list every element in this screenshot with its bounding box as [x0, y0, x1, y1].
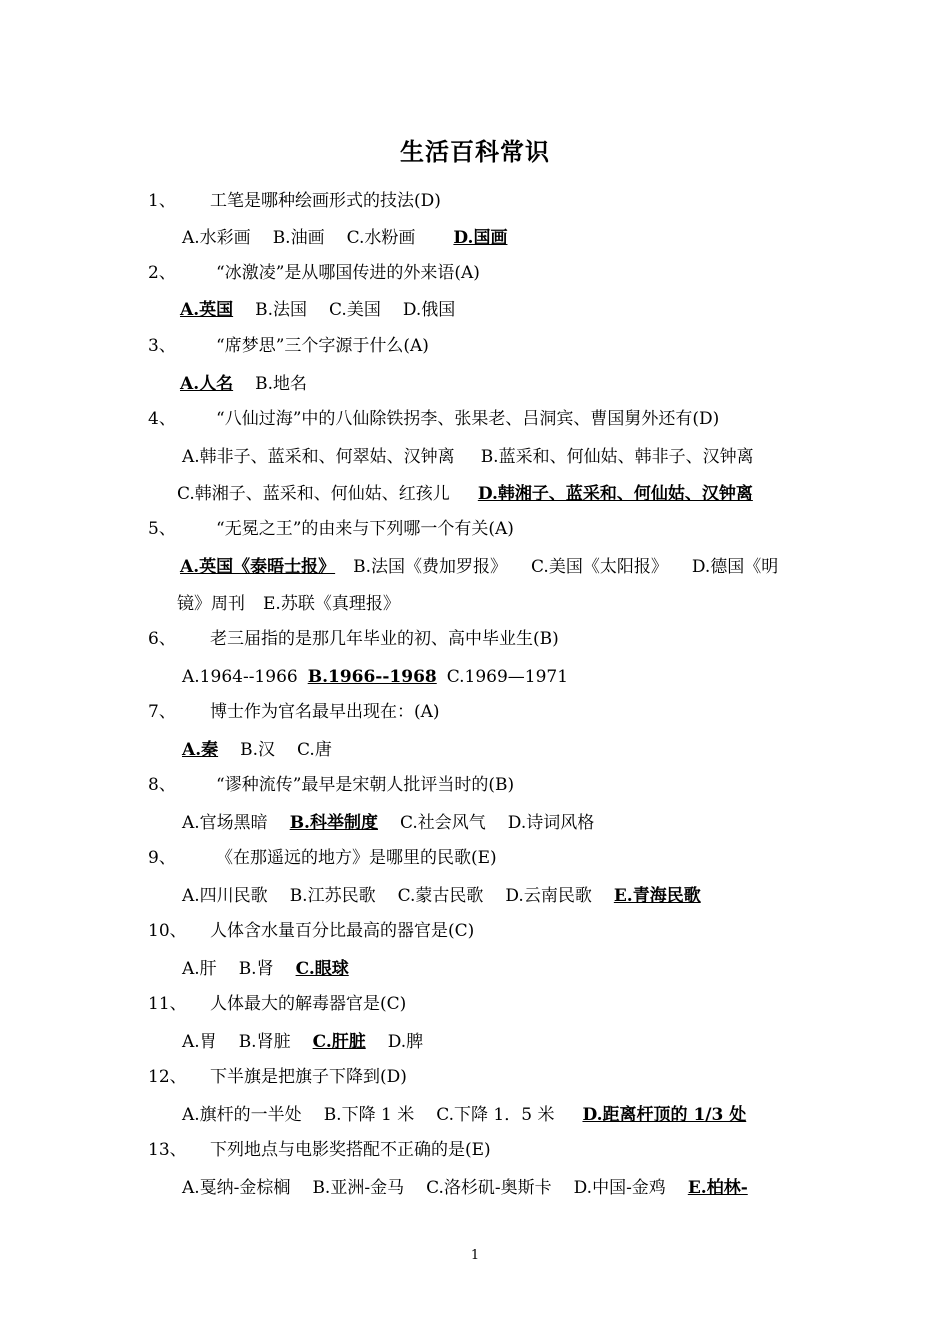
answer-option: A.人名: [180, 374, 234, 394]
page-number: 1: [470, 1248, 480, 1263]
question-text: 下列地点与电影奖搭配不正确的是(E): [210, 1140, 491, 1160]
question-4: [148, 407, 719, 431]
answer-option: D.距离杆顶的 1/3 处: [582, 1105, 747, 1125]
question-text: 老三届指的是那几年毕业的初、高中毕业生(B): [210, 629, 559, 649]
option: A.肝: [182, 959, 217, 979]
question-text: “无冕之王”的由来与下列哪一个有关(A): [216, 519, 514, 539]
question-6: [148, 627, 559, 651]
question-number: 12、: [148, 1067, 187, 1087]
answer-option: B.1966--1968: [307, 667, 437, 687]
option: A.胃: [182, 1032, 217, 1052]
question-5-options-row-2: [177, 592, 400, 616]
option: A.戛纳-金棕榈: [182, 1178, 291, 1198]
option: C.蒙古民歌: [397, 886, 484, 906]
option: D.德国《明: [691, 557, 779, 577]
option: B.肾脏: [238, 1032, 291, 1052]
option: B.汉: [240, 740, 276, 760]
question-text: “冰激凌”是从哪国传进的外来语(A): [216, 263, 480, 283]
document-title: 生活百科常识: [400, 137, 550, 166]
question-7: [148, 700, 440, 724]
question-4-options-row-1: [182, 445, 754, 469]
question-9: [148, 846, 497, 870]
question-text: 博士作为官名最早出现在：(A): [210, 702, 440, 722]
option: C.洛杉矶-奥斯卡: [426, 1178, 552, 1198]
question-9-options: [182, 884, 701, 908]
question-6-options: [182, 665, 568, 689]
question-3-options: [180, 372, 307, 396]
question-5: [148, 517, 514, 541]
question-1-options: [182, 226, 507, 250]
question-text: 下半旗是把旗子下降到(D): [210, 1067, 407, 1087]
question-2-options: [180, 298, 455, 322]
question-12: [148, 1065, 407, 1089]
option: D.中国-金鸡: [573, 1178, 666, 1198]
question-1: [148, 189, 441, 213]
question-number: 6、: [148, 629, 176, 649]
question-13-options: [182, 1176, 748, 1200]
question-number: 8、: [148, 775, 176, 795]
option: E.苏联《真理报》: [263, 594, 400, 614]
question-11: [148, 992, 406, 1016]
question-text: 人体最大的解毒器官是(C): [210, 994, 407, 1014]
question-number: 10、: [148, 921, 187, 941]
question-text: “八仙过海”中的八仙除铁拐李、张果老、吕洞宾、曹国舅外还有(D): [216, 409, 720, 429]
option: A.水彩画: [182, 228, 251, 248]
question-number: 4、: [148, 409, 176, 429]
question-number: 5、: [148, 519, 176, 539]
answer-option: C.肝脏: [312, 1032, 366, 1052]
option: B.油画: [272, 228, 325, 248]
answer-option: C.眼球: [295, 959, 349, 979]
option: C.韩湘子、蓝采和、何仙姑、红孩儿: [177, 484, 450, 504]
question-12-options: [182, 1103, 746, 1127]
option: A.旗杆的一半处: [182, 1105, 302, 1125]
answer-option: D.韩湘子、蓝采和、何仙姑、汉钟离: [477, 484, 753, 504]
question-number: 9、: [148, 848, 176, 868]
question-13: [148, 1138, 491, 1162]
option: B.亚洲-金马: [312, 1178, 405, 1198]
option: C.下降 1．5 米: [436, 1105, 555, 1125]
answer-option: D.国画: [453, 228, 508, 248]
question-text: 工笔是哪种绘画形式的技法(D): [210, 191, 441, 211]
answer-option: A.英国《泰晤士报》: [180, 557, 336, 577]
option: A.1964--1966: [182, 667, 298, 687]
question-10: [148, 919, 474, 943]
question-text: 《在那遥远的地方》是哪里的民歌(E): [216, 848, 497, 868]
question-11-options: [182, 1030, 423, 1054]
answer-option: E.青海民歌: [613, 886, 701, 906]
option: D.脾: [387, 1032, 424, 1052]
question-3: [148, 334, 429, 358]
option: B.法国: [255, 300, 308, 320]
option: B.地名: [255, 374, 308, 394]
option: C.美国: [329, 300, 381, 320]
option: A.四川民歌: [182, 886, 268, 906]
question-number: 3、: [148, 336, 176, 356]
question-5-options-row-1: [180, 555, 778, 579]
question-text: “谬种流传”最早是宋朝人批评当时的(B): [216, 775, 515, 795]
option: D.云南民歌: [505, 886, 592, 906]
answer-option: A.英国: [180, 300, 234, 320]
question-number: 13、: [148, 1140, 187, 1160]
answer-option: E.柏林-: [687, 1178, 748, 1198]
option: C.水粉画: [346, 228, 416, 248]
answer-option: B.科举制度: [289, 813, 378, 833]
option: C.唐: [297, 740, 332, 760]
question-8-options: [182, 811, 594, 835]
option: B.下降 1 米: [323, 1105, 415, 1125]
question-10-options: [182, 957, 349, 981]
option: B.蓝采和、何仙姑、韩非子、汉钟离: [480, 447, 754, 467]
question-7-options: [182, 738, 332, 762]
question-text: 人体含水量百分比最高的器官是(C): [210, 921, 475, 941]
option: B.江苏民歌: [289, 886, 376, 906]
option: B.肾: [238, 959, 274, 979]
option: 镜》周刊: [177, 594, 245, 614]
option: A.韩非子、蓝采和、何翠姑、汉钟离: [182, 447, 455, 467]
answer-option: A.秦: [182, 740, 219, 760]
option: D.诗词风格: [507, 813, 595, 833]
option: D.俄国: [402, 300, 456, 320]
option: B.法国《费加罗报》: [353, 557, 508, 577]
question-number: 11、: [148, 994, 187, 1014]
option: C.社会风气: [399, 813, 486, 833]
question-2: [148, 261, 480, 285]
question-number: 1、: [148, 191, 176, 211]
question-number: 2、: [148, 263, 176, 283]
question-number: 7、: [148, 702, 176, 722]
question-text: “席梦思”三个字源于什么(A): [216, 336, 429, 356]
question-8: [148, 773, 514, 797]
option: C.1969—1971: [446, 667, 569, 687]
question-4-options-row-2: [177, 482, 753, 506]
option: A.官场黑暗: [182, 813, 268, 833]
option: C.美国《太阳报》: [531, 557, 668, 577]
